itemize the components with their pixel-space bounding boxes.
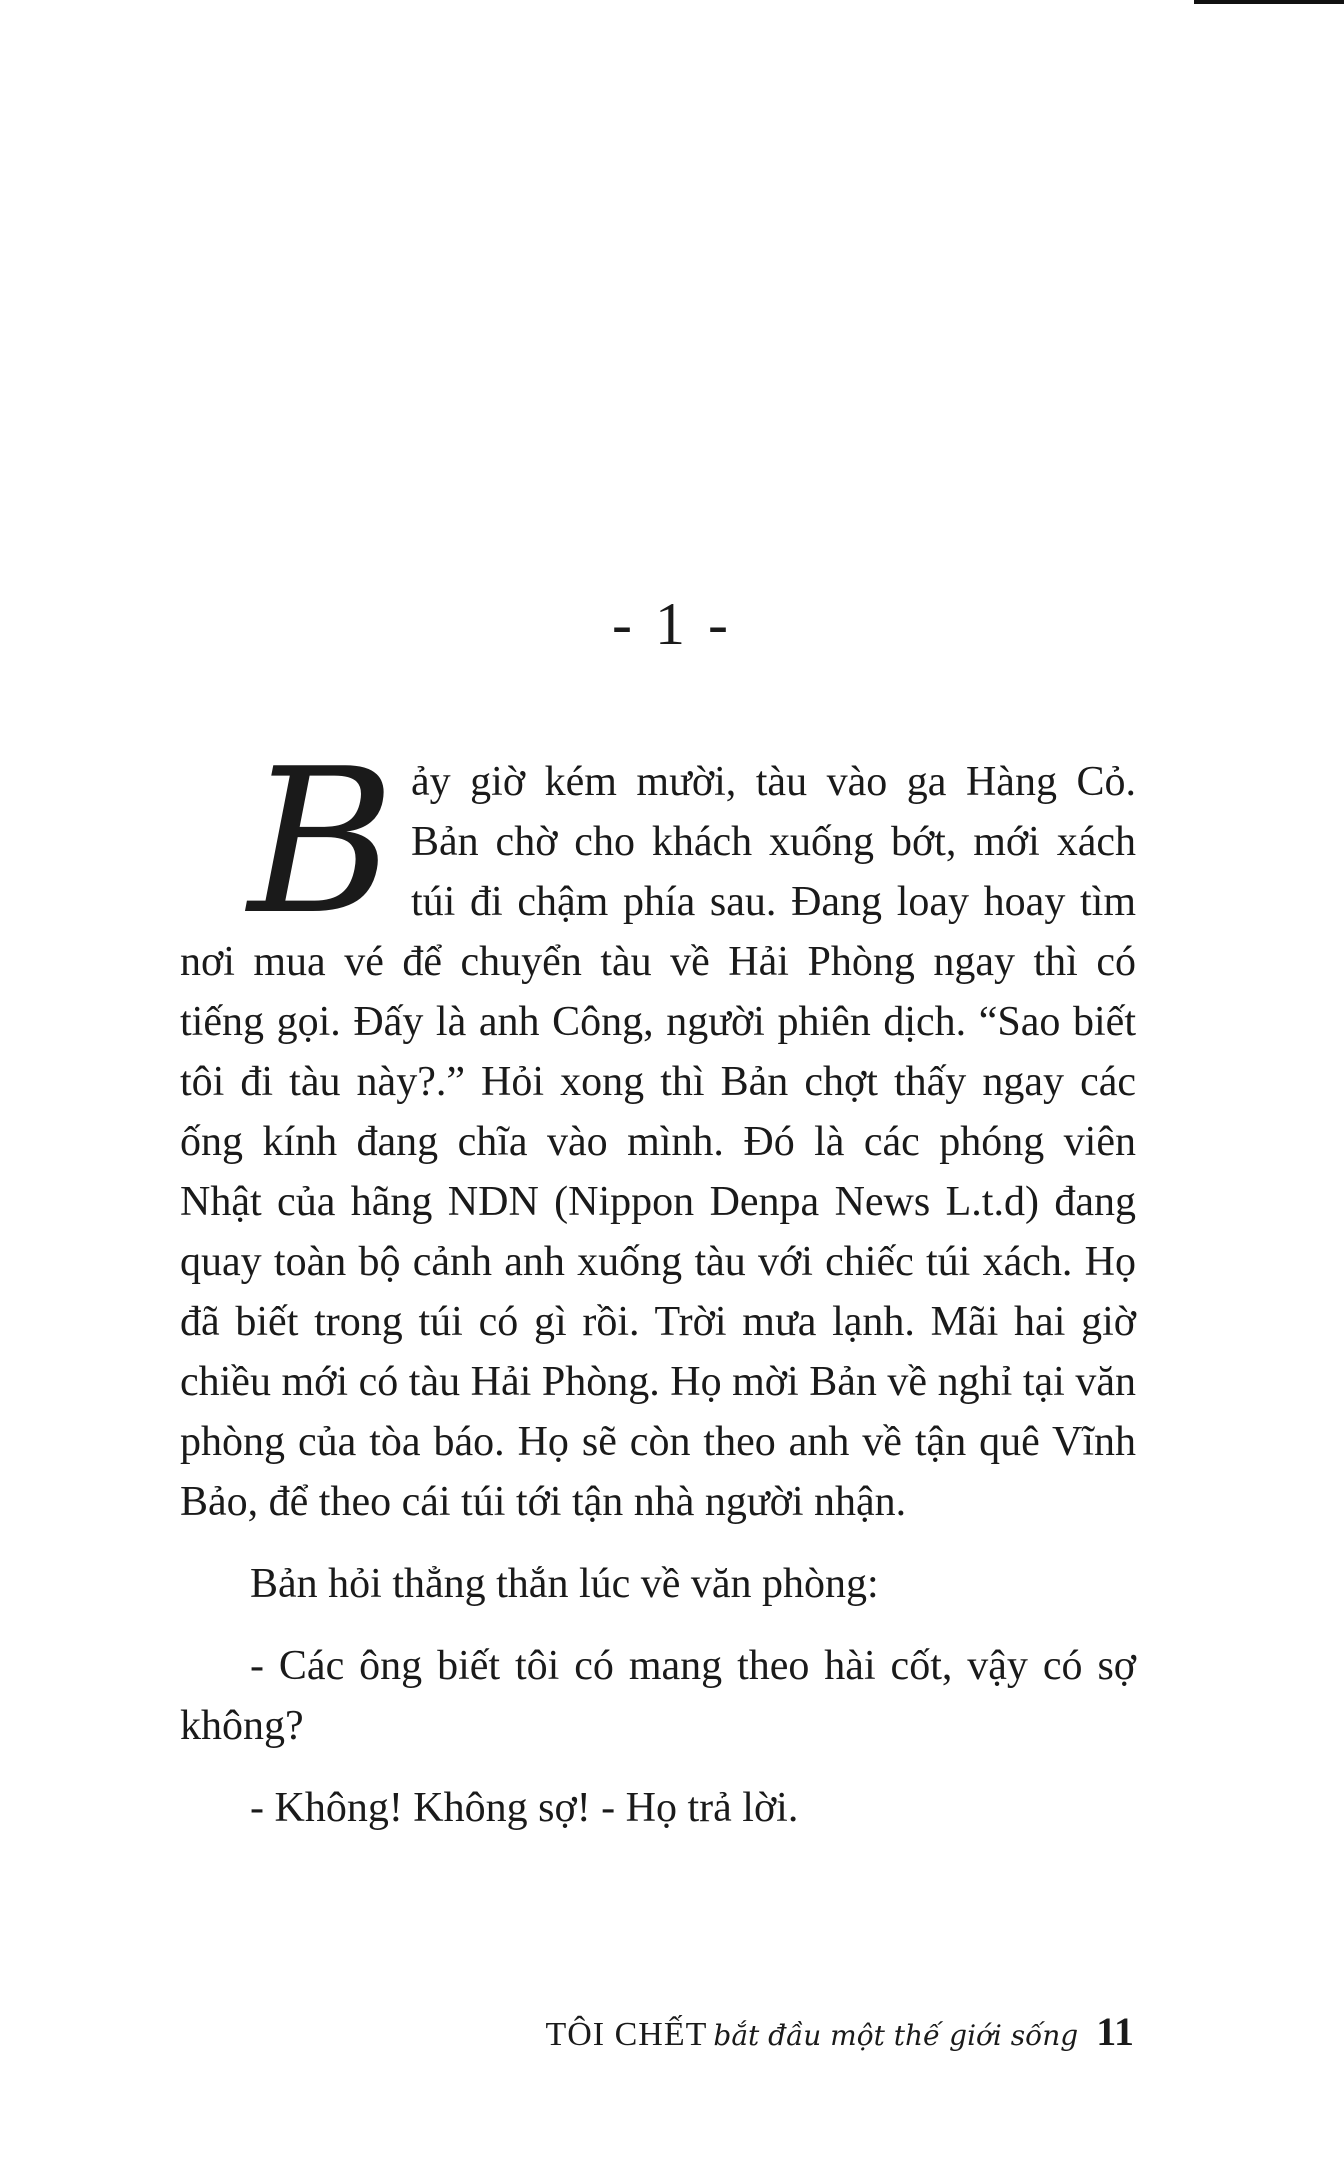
page-number: 11 (1096, 2009, 1134, 2054)
paragraph-2: Bản hỏi thẳng thắn lúc về văn phòng: (250, 1561, 879, 1607)
paragraph-1-text: ảy giờ kém mười, tàu vào ga Hàng Cỏ. Bản chờ cho khách xuống bớt, mới xách túi đi chậm phía sau. Đang loay hoay tìm nơi mua vé để chuyển tàu về Hải Phòng ngay thì có tiếng gọi. Đấy là anh Công, người phiên dịch. “Sao biết tôi đi tàu này?.” Hỏi xong thì Bản chợt thấy ngay các ống kính đang chĩa vào mình. Đó là các phóng viên Nhật của hãng NDN (Nippon Denpa News L.t.d) đang quay toàn bộ cảnh anh xuống tàu với chiếc túi xách. Họ đã biết trong túi có gì rồi. Trời mưa lạnh. Mãi hai giờ chiều mới có tàu Hải Phòng. Họ mời Bản về nghỉ tại văn phòng của tòa báo. Họ sẽ còn theo anh về tận quê Vĩnh Bảo, để theo cái túi tới tận nhà người nhận. (180, 759, 1136, 1525)
paragraph-4: - Không! Không sợ! - Họ trả lời. (250, 1785, 799, 1831)
top-edge-rule (1194, 0, 1344, 4)
running-footer (545, 2008, 1134, 2055)
drop-cap-letter: B (248, 726, 395, 959)
book-title-caps: TÔI CHẾT (545, 2016, 708, 2053)
book-title-script: bắt đầu một thế giới sống (713, 2019, 1079, 2052)
paragraph-1 (180, 726, 1136, 1532)
paragraph-3: - Các ông biết tôi có mang theo hài cốt, vậy có sợ không? (180, 1643, 1136, 1749)
body-text (180, 726, 1136, 1838)
chapter-number: - 1 - (612, 591, 732, 657)
